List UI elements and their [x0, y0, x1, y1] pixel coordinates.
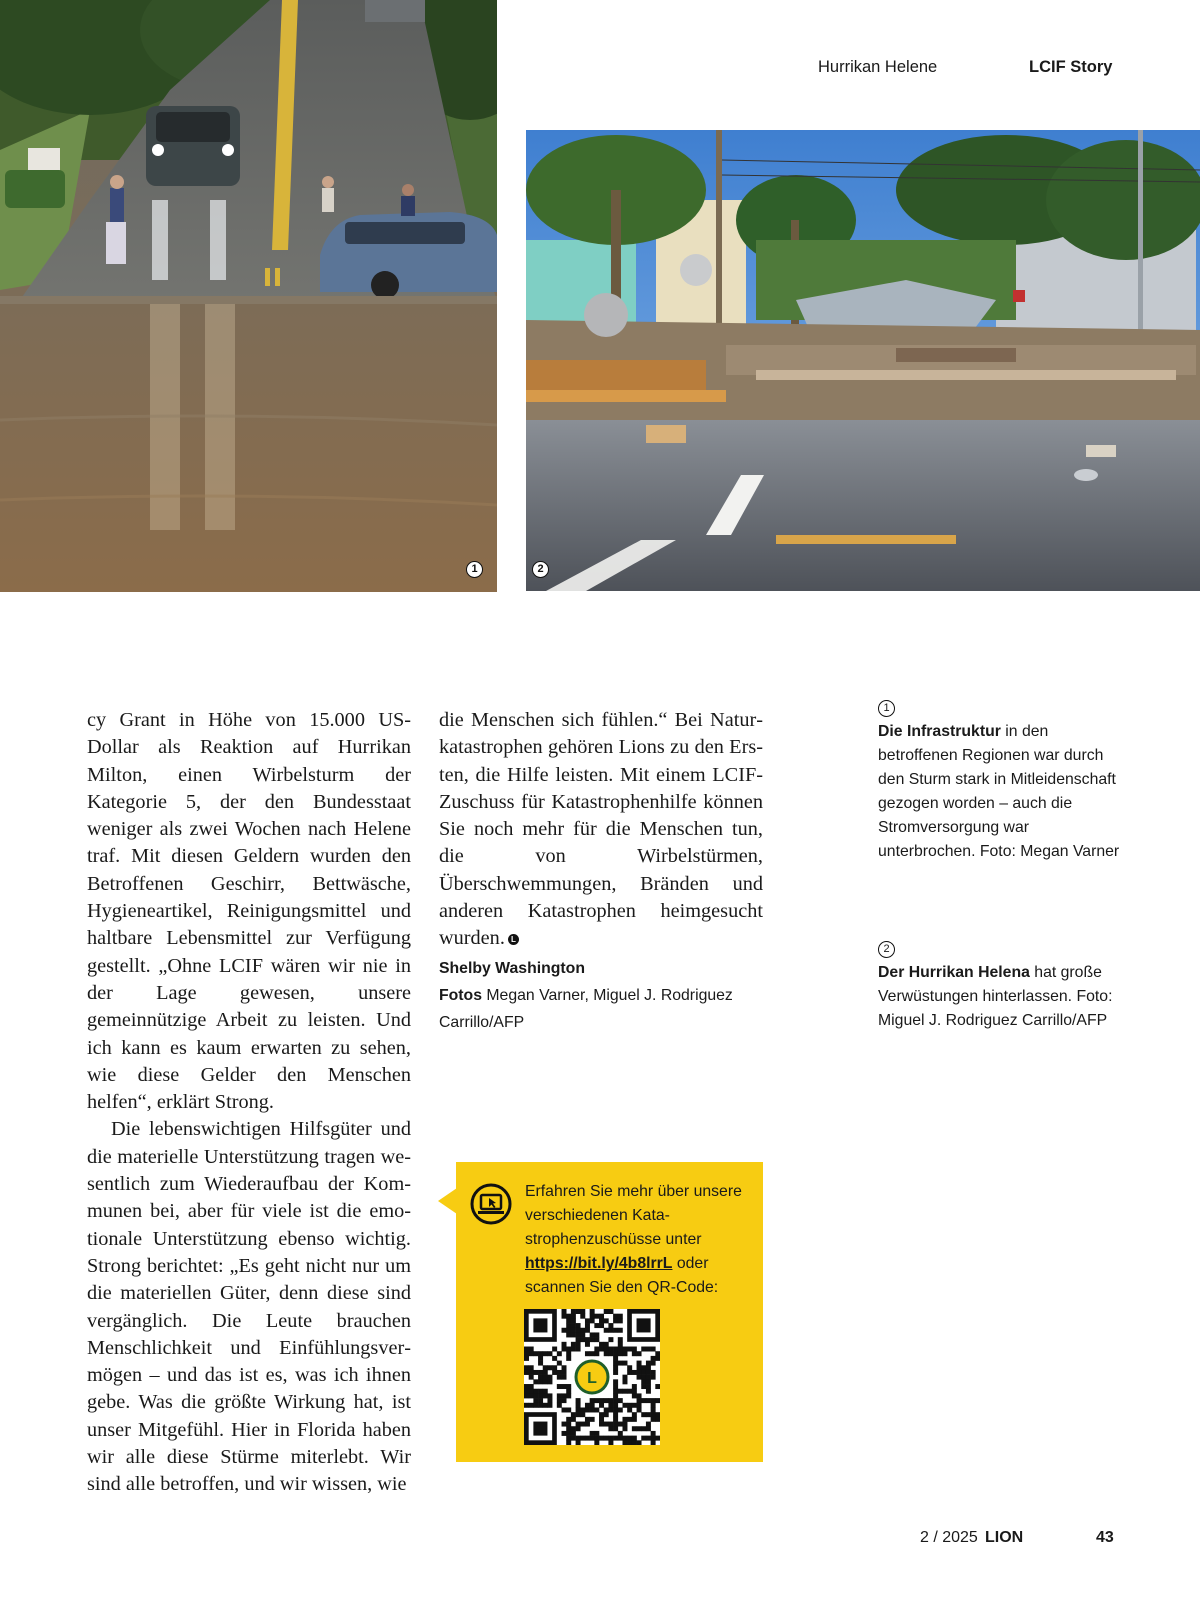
article-paragraph: cy Grant in Höhe von 15.000 US-Dollar als Reaktion auf Hurrikan Milton, einen Wirbelsturm der Kategorie 5, der den Bundesstaat weniger als zwei Wochen nach Helene traf. Mit diesen Geldern wurden den Betroffenen Geschirr, Bettwäsche, Hygieneartikel, Reinigungsmittel und haltbare Lebensmittel zur Verfügung gestellt. „Ohne LCIF wären wir nie in der Lage gewesen, unsere gemeinnützige Arbeit zu leisten. Und ich kann es kaum erwarten zu sehen, wie diese Gelder den Menschen helfen“, erklärt Strong. [87, 709, 411, 1114]
running-head-section: Hurrikan Helene [818, 58, 938, 76]
footer-issue: 2 / 2025 [920, 1529, 978, 1546]
photo-storm-debris [526, 130, 1200, 591]
info-text-intro: Erfahren Sie mehr über unsere verschiedenen Katastrophenzuschüsse unter [525, 1183, 742, 1248]
caption-bold-lead: Die Infrastruktur [878, 723, 1001, 740]
laptop-cursor-icon [470, 1183, 512, 1230]
photo-number-badge: 2 [532, 561, 549, 578]
flooded-street-illustration [0, 0, 497, 592]
article-paragraph: Die lebenswichtigen Hilfsgüter und die materielle Unterstützung tragen wesentlich zum Wiederaufbau der Kommunen bei, aber für viele ist die emotionale Unterstützung ebenso wichtig. Strong berichtet: „Es geht nicht nur um die materiellen Güter, denn diese sind vergänglich. Die Leute brauchen Menschlichkeit und Einfühlungsvermögen – und das ist es, was ich ihnen gebe. Was die größte Wirkung hat, ist unser Mitgefühl. Hier in Florida haben wir alle diese Stürme miterlebt. Wir sind alle betroffen, und wir wissen, wie [87, 1118, 411, 1496]
photo-caption-2 [878, 941, 1128, 1033]
infobox-pointer [438, 1188, 457, 1214]
info-text-outro: oder scannen Sie den QR-Code: [525, 1255, 719, 1296]
caption-text: hat große Verwüstungen hinterlassen. Foto: Miguel J. Rodriguez Carrillo/AFP [878, 964, 1113, 1029]
article-column-2 [439, 707, 763, 953]
info-link[interactable]: https://bit.ly/4b8lrrL [525, 1255, 673, 1272]
photo-caption-1 [878, 700, 1128, 864]
footer-brand: LION [985, 1529, 1024, 1546]
photo-number-badge: 1 [466, 561, 483, 578]
page-number: 43 [1096, 1529, 1114, 1546]
photo-flooded-street [0, 0, 497, 592]
qr-center-letter: L [587, 1370, 597, 1387]
photo-credit-label: Fotos [439, 987, 482, 1004]
photo-credit-names: Megan Varner, Miguel J. Rodriguez Carrillo/AFP [439, 987, 733, 1031]
caption-number-badge: 2 [878, 941, 895, 958]
article-paragraph-end [439, 707, 763, 953]
article-paragraph: die Menschen sich fühlen.“ Bei Naturkatastrophen gehören Lions zu den Ersten, die Hilfe leisten. Mit einem LCIF-Zuschuss für Katastrophenhilfe können Sie noch mehr für die Menschen tun, die von Wirbelstürmen, Überschwemmungen, Bränden und anderen Katastrophen heimgesucht wurden. [439, 709, 763, 950]
caption-bold-lead: Der Hurrikan Helena [878, 964, 1030, 981]
qr-code[interactable] [524, 1309, 660, 1445]
running-head-story-label: LCIF Story [1029, 58, 1113, 76]
caption-number-badge: 1 [878, 700, 895, 717]
author-name: Shelby Washington [439, 960, 585, 977]
storm-debris-illustration [526, 130, 1200, 591]
article-credits [439, 955, 769, 1036]
qr-code-graphic [524, 1309, 660, 1445]
caption-text: in den betroffenen Regionen war durch den Sturm stark in Mitleidenschaft gezogen worden – auch die Stromversorgung war unterbrochen. Foto: Megan Varner [878, 723, 1120, 860]
info-box-text [525, 1180, 750, 1300]
end-of-article-mark: L [508, 934, 519, 945]
article-column-1 [87, 707, 411, 1499]
